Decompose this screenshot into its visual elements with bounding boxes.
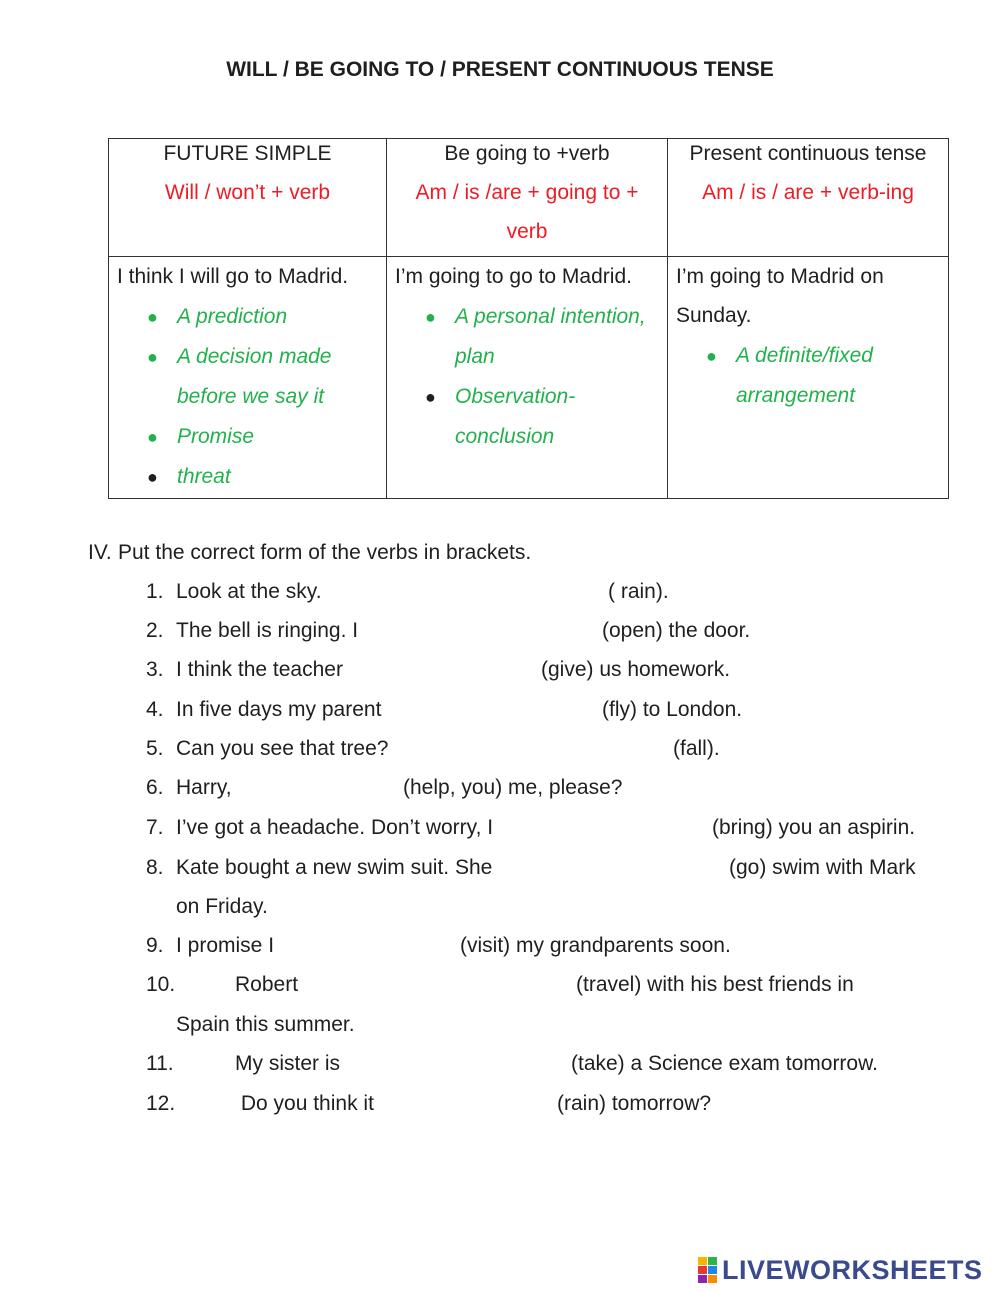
item-number: 1. bbox=[146, 580, 164, 603]
list-item bbox=[109, 417, 386, 457]
use-text: threat bbox=[177, 465, 231, 488]
item-number: 12. bbox=[146, 1092, 176, 1115]
item-text-after: (rain) tomorrow? bbox=[557, 1092, 712, 1115]
logo-text: LIVEWORKSHEETS bbox=[722, 1254, 983, 1285]
exercise-item-2 bbox=[146, 618, 751, 644]
grammar-table bbox=[108, 138, 949, 499]
item-text-after: (open) the door. bbox=[602, 619, 751, 642]
item-text-before: I promise I bbox=[176, 934, 275, 957]
column-heading: Present continuous tense bbox=[689, 142, 927, 165]
present-continuous-header bbox=[668, 139, 949, 257]
item-text-after: (help, you) me, please? bbox=[403, 776, 623, 799]
bullet-icon: ● bbox=[147, 467, 158, 487]
item-text-after: (go) swim with Mark bbox=[729, 856, 916, 879]
list-item bbox=[387, 297, 667, 377]
column-formula: Am / is /are + going to + verb bbox=[415, 181, 639, 243]
exercise-item-8-continuation: on Friday. bbox=[176, 895, 268, 918]
list-item bbox=[387, 377, 667, 457]
exercise-item-8 bbox=[146, 855, 916, 881]
exercise-item-11 bbox=[146, 1051, 878, 1077]
exercise-item-10-continuation: Spain this summer. bbox=[176, 1013, 355, 1036]
item-text-before: Harry, bbox=[176, 776, 232, 799]
table-body-row bbox=[109, 257, 949, 499]
future-simple-header bbox=[109, 139, 387, 257]
item-text-after: (travel) with his best friends in bbox=[576, 973, 854, 996]
item-text-before: In five days my parent bbox=[176, 698, 382, 721]
use-text: A prediction bbox=[177, 305, 288, 328]
use-text: Observation- conclusion bbox=[455, 385, 576, 448]
future-simple-uses bbox=[109, 257, 387, 499]
item-text-before: Kate bought a new swim suit. She bbox=[176, 856, 493, 879]
item-text-before: I’ve got a headache. Don’t worry, I bbox=[176, 816, 494, 839]
item-number: 10. bbox=[146, 973, 176, 996]
column-heading: FUTURE SIMPLE bbox=[163, 142, 332, 165]
example-sentence: I’m going to Madrid on Sunday. bbox=[676, 265, 884, 327]
item-number: 6. bbox=[146, 776, 164, 799]
exercise-number: IV. bbox=[88, 541, 112, 564]
exercise-item-5 bbox=[146, 736, 720, 762]
table-header-row bbox=[109, 139, 949, 257]
item-number: 4. bbox=[146, 698, 164, 721]
exercise-item-9 bbox=[146, 933, 731, 959]
use-text: A personal intention, plan bbox=[455, 305, 646, 368]
use-text: Promise bbox=[177, 425, 255, 448]
use-text: A decision made before we say it bbox=[177, 345, 332, 408]
list-item bbox=[109, 337, 386, 417]
exercise-item-4 bbox=[146, 697, 743, 723]
item-text-after: (take) a Science exam tomorrow. bbox=[571, 1052, 878, 1075]
be-going-to-header bbox=[387, 139, 668, 257]
item-text-before: Can you see that tree? bbox=[176, 737, 389, 760]
be-going-to-uses bbox=[387, 257, 668, 499]
exercise-item-10 bbox=[146, 972, 854, 998]
item-number: 11. bbox=[146, 1052, 174, 1075]
item-text-before: Robert bbox=[235, 973, 299, 996]
item-text-after: ( rain). bbox=[608, 580, 669, 603]
instruction-text: Put the correct form of the verbs in brackets. bbox=[118, 541, 532, 564]
exercise-item-3 bbox=[146, 657, 731, 683]
list-item bbox=[109, 457, 386, 497]
item-number: 8. bbox=[146, 856, 164, 879]
list-item bbox=[668, 336, 948, 416]
list-item bbox=[109, 297, 386, 337]
logo-blocks-icon bbox=[698, 1257, 718, 1283]
bullet-icon: ● bbox=[147, 307, 158, 327]
use-text: A definite/fixed arrangement bbox=[736, 344, 873, 407]
bullet-icon: ● bbox=[706, 346, 717, 366]
page-title: WILL / BE GOING TO / PRESENT CONTINUOUS TENSE bbox=[226, 58, 774, 81]
uses-list bbox=[668, 336, 948, 416]
exercise-item-6 bbox=[146, 775, 623, 801]
exercise-item-12 bbox=[146, 1091, 712, 1117]
liveworksheets-logo bbox=[698, 1256, 993, 1284]
item-number: 7. bbox=[146, 816, 164, 839]
exercise-item-1 bbox=[146, 579, 669, 605]
column-formula: Am / is / are + verb-ing bbox=[702, 181, 914, 204]
item-text-after: (fall). bbox=[673, 737, 720, 760]
item-text-before: Look at the sky. bbox=[176, 580, 322, 603]
column-heading: Be going to +verb bbox=[444, 142, 610, 165]
item-text-before: I think the teacher bbox=[176, 658, 343, 681]
present-continuous-uses bbox=[668, 257, 949, 499]
item-text-after: (bring) you an aspirin. bbox=[712, 816, 916, 839]
item-text-after: (fly) to London. bbox=[602, 698, 743, 721]
item-text-before: Do you think it bbox=[235, 1092, 374, 1115]
item-text-after: (give) us homework. bbox=[541, 658, 731, 681]
exercise-instruction bbox=[88, 540, 531, 566]
column-formula: Will / won’t + verb bbox=[164, 181, 331, 204]
example-sentence: I’m going to go to Madrid. bbox=[395, 265, 632, 288]
bullet-icon: ● bbox=[425, 387, 436, 407]
item-number: 2. bbox=[146, 619, 164, 642]
item-number: 5. bbox=[146, 737, 164, 760]
item-number: 3. bbox=[146, 658, 164, 681]
uses-list bbox=[109, 297, 386, 497]
example-sentence: I think I will go to Madrid. bbox=[117, 265, 349, 288]
item-number: 9. bbox=[146, 934, 164, 957]
bullet-icon: ● bbox=[147, 347, 158, 367]
bullet-icon: ● bbox=[147, 427, 158, 447]
uses-list bbox=[387, 297, 667, 457]
exercise-item-7 bbox=[146, 815, 916, 841]
item-text-after: (visit) my grandparents soon. bbox=[460, 934, 731, 957]
item-text-before: The bell is ringing. I bbox=[176, 619, 359, 642]
item-text-before: My sister is bbox=[235, 1052, 340, 1075]
bullet-icon: ● bbox=[425, 307, 436, 327]
